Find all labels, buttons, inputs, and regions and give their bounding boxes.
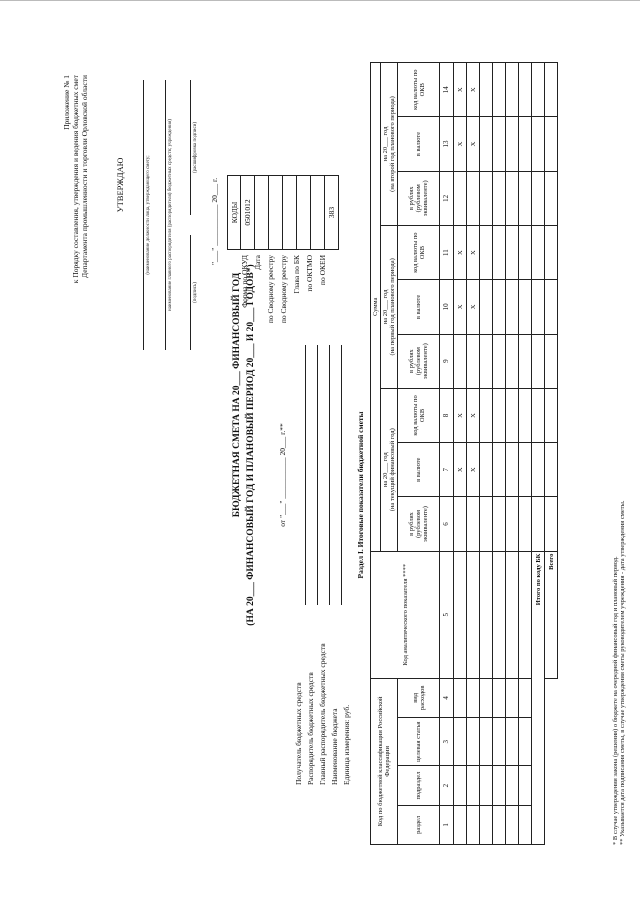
cell-x: X [467,117,480,171]
position-caption: (наименование должности лица, утверждающего смету; [146,155,151,275]
cell [467,766,480,805]
cell-x: X [467,225,480,279]
cell [480,497,493,551]
doc-date: от "___" ___________ 20___ г.** [278,423,287,527]
number-row [440,63,454,845]
cell [506,497,519,551]
cell [545,117,558,171]
manager-line [317,345,318,605]
sum-header: Сумма [371,63,381,552]
cell [480,443,493,497]
budget-name-line [341,345,342,605]
p3-currency: в валюте [398,117,440,171]
table-row [480,63,493,845]
table-row [454,63,467,845]
code-oktmo [311,176,325,250]
p2-currency: в валюте [398,280,440,334]
num-6: 6 [440,497,454,551]
cell [506,443,519,497]
p1-okv: код валюты по ОКВ [398,388,440,442]
cell [545,388,558,442]
num-10: 10 [440,280,454,334]
cell [493,717,506,766]
cell [545,171,558,225]
cell [480,171,493,225]
period-2-year: на 20___ год [382,289,390,325]
cell [519,805,532,844]
cell [480,805,493,844]
code-date [255,176,269,250]
cell-x: X [467,63,480,117]
cell [493,805,506,844]
cell [493,678,506,717]
num-7: 7 [440,443,454,497]
cell [467,678,480,717]
cell [454,805,467,844]
total-bk-label: Итого по коду БК [532,551,545,844]
footnote-2: ** Указывается дата подписания сметы, в случае утверждения сметы руководителем учреждения - дата утверждения сметы. [619,500,627,845]
position-line [143,80,144,350]
cell [493,63,506,117]
total-label: Всего [545,551,558,678]
cell [545,63,558,117]
cell [532,63,545,117]
period-1-header [381,388,398,551]
section-title: Раздел I. Итоговые показатели бюджетной сметы [356,411,365,579]
cell [519,766,532,805]
cell [480,678,493,717]
col-subsection: подраздел [398,766,440,805]
cell-x: X [467,280,480,334]
cell [506,225,519,279]
label-chapter-bk: Глава по БК [292,255,301,294]
label-chief-manager: Главный распорядитель бюджетных средств [318,643,327,785]
code-chapter [297,176,311,250]
cell [506,117,519,171]
cell [506,171,519,225]
cell-x: X [454,280,467,334]
codes-table [227,175,339,250]
recipient-line [305,345,306,605]
label-budget-name: Наименование бюджета [330,708,339,785]
col-target: целевая статья [398,717,440,766]
p3-rub: в рублях (рублевом эквиваленте) [398,171,440,225]
cell [454,766,467,805]
cell [519,171,532,225]
cell [480,717,493,766]
label-registry-1: по Сводному реестру [266,255,275,324]
sign-caption: (подпись) [193,282,198,303]
num-14: 14 [440,63,454,117]
name-caption: (расшифровка подписи) [193,121,198,174]
cell-x: X [467,388,480,442]
cell [532,171,545,225]
cell [467,805,480,844]
cell [493,171,506,225]
num-11: 11 [440,225,454,279]
cell [480,63,493,117]
cell [480,334,493,388]
cell [454,551,467,678]
cell [493,334,506,388]
code-okei: 383 [325,176,339,250]
cell [532,280,545,334]
p1-rub: в рублях (рублевом эквиваленте) [398,497,440,551]
table-row [493,63,506,845]
cell [493,117,506,171]
label-oktmo: по ОКТМО [305,255,314,292]
label-unit: Единица измерения: руб. [342,704,351,785]
period-3-header [381,63,398,226]
blank-cell [545,678,558,844]
code-registry-1 [269,176,283,250]
p2-okv: код валюты по ОКВ [398,225,440,279]
num-12: 12 [440,171,454,225]
cell [519,551,532,678]
cell [506,551,519,678]
num-5: 5 [440,551,454,678]
org-caption: наименование главного распорядителя (распорядителя) бюджетных средств; учреждения) [168,119,173,311]
cell [454,678,467,717]
cell [480,766,493,805]
cell [545,280,558,334]
cell [532,443,545,497]
period-2-header [381,225,398,388]
cell [480,117,493,171]
cell [519,678,532,717]
cell [454,497,467,551]
cell [493,443,506,497]
kbk-header: Код по бюджетной классификации Российской Федерации [371,678,398,844]
cell [493,766,506,805]
cell [493,551,506,678]
cell [454,334,467,388]
cell [545,334,558,388]
doc-title-1: БЮДЖЕТНАЯ СМЕТА НА 20___ ФИНАНСОВЫЙ ГОД [232,272,242,518]
footnotes [612,45,627,845]
cell [532,497,545,551]
cell-x: X [454,225,467,279]
cell [454,171,467,225]
right-labels [240,255,331,350]
label-date: Дата [253,255,262,270]
cell [480,551,493,678]
label-manager: Распорядитель бюджетных средств [306,672,315,785]
cell [480,280,493,334]
cell [506,334,519,388]
cell [506,280,519,334]
codes-header: КОДЫ [228,176,241,250]
period-3-year: на 20___ год [382,126,390,162]
table-row [519,63,532,845]
cell [519,388,532,442]
num-3: 3 [440,717,454,766]
col-section: раздел [398,805,440,844]
label-okud: Форма по ОКУД [240,255,249,308]
cell [506,805,519,844]
total-row [545,63,558,845]
table-row [506,63,519,845]
cell-x: X [454,443,467,497]
doc-title-2: (НА 20___ ФИНАНСОВЫЙ ГОД И ПЛАНОВЫЙ ПЕРИОД 20___ И 20___ ГОДОВ*) [246,264,256,626]
cell [493,225,506,279]
left-labels [294,595,354,785]
approve-date: "___" ___________ 20___ г. [210,177,219,265]
chief-manager-line [329,345,330,605]
org-line [165,80,166,350]
cell [506,678,519,717]
cell [532,334,545,388]
num-2: 2 [440,766,454,805]
cell [467,334,480,388]
cell [480,388,493,442]
period-1-year: на 20___ год [382,452,390,488]
cell [532,388,545,442]
p1-currency: в валюте [398,443,440,497]
num-1: 1 [440,805,454,844]
cell [519,443,532,497]
table-row [467,63,480,845]
cell-x: X [454,117,467,171]
num-8: 8 [440,388,454,442]
cell [506,766,519,805]
cell [545,225,558,279]
cell [467,171,480,225]
num-13: 13 [440,117,454,171]
cell-x: X [454,388,467,442]
cell [519,63,532,117]
num-9: 9 [440,334,454,388]
cell [519,225,532,279]
footnote-1: * В случае утверждения закона (решения) о бюджете на очередной финансовый год и плановый период. [612,556,619,845]
label-registry-2: по Сводному реестру [279,255,288,324]
num-4: 4 [440,678,454,717]
cell [506,63,519,117]
col-expense-type: вид расходов [398,678,440,717]
cell-x: X [467,443,480,497]
label-okei: по ОКЕИ [318,255,327,286]
appendix-block [62,75,89,435]
p2-rub: в рублях (рублевом эквиваленте) [398,334,440,388]
cell [493,388,506,442]
code-registry-2 [283,176,297,250]
p3-okv: код валюты по ОКВ [398,63,440,117]
cell [519,497,532,551]
label-recipient: Получатель бюджетных средств [294,682,303,785]
cell [467,497,480,551]
total-bk-row [532,63,545,845]
cell [519,117,532,171]
cell [454,717,467,766]
main-table [370,62,558,845]
code-okud: 0501012 [241,176,255,250]
cell [519,717,532,766]
cell [519,280,532,334]
analytic-header: Код аналитического показателя **** [371,551,440,678]
cell [506,717,519,766]
cell [493,497,506,551]
cell [545,497,558,551]
period-2-sub: (на первый год планового периода) [389,258,397,356]
cell [532,225,545,279]
appendix-line-3: Департамента промышленности и торговли Орловской области [80,75,89,278]
approve-title: УТВЕРЖДАЮ [115,157,125,213]
cell [480,225,493,279]
sign-line [190,235,191,350]
appendix-line-2: к Порядку составления, утверждения и ведения бюджетных смет [71,75,80,284]
cell [493,280,506,334]
appendix-line-1: Приложение № 1 [62,75,71,130]
cell [506,388,519,442]
cell [545,443,558,497]
cell [532,117,545,171]
name-line [190,80,191,215]
cell [467,551,480,678]
cell-x: X [454,63,467,117]
cell [519,334,532,388]
period-3-sub: (на второй год планового периода) [389,96,397,192]
cell [467,717,480,766]
period-1-sub: (на текущий финансовый год) [389,428,397,512]
